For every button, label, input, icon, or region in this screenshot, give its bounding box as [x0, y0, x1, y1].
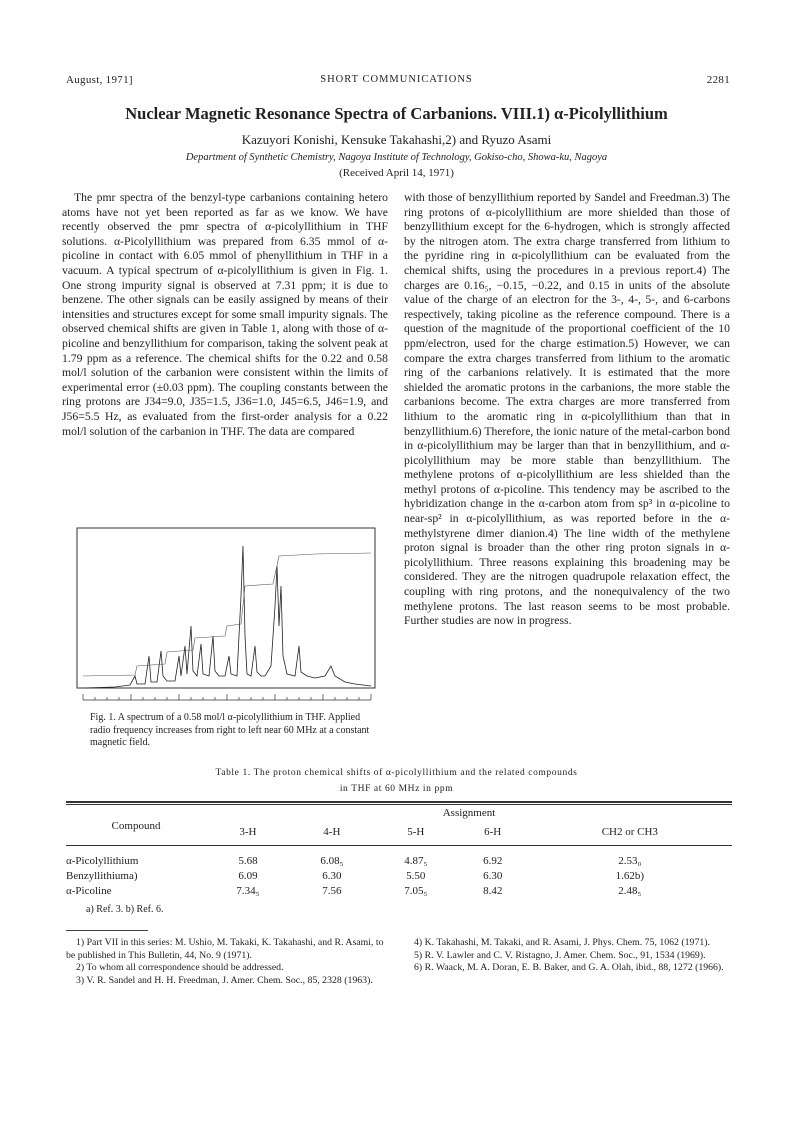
- table-col-header: 6-H: [484, 825, 502, 838]
- body-paragraph: The pmr spectra of the benzyl-type carbanions containing hetero atoms have not yet been reported as far as we know. We have recently observed the pmr spectra of α-picolyllithium in THF solutions. α-Picolyllithium was prepared from 6.35 mmol of α-picoline in contact with 6.05 mmol of phenyllithium in THF in a vacuum. A typical spectrum of α-picolyllithium is given in Fig. 1. One strong impurity signal is observed at 7.31 ppm; it is due to benzene. The other signals can be easily assigned by means of their intensities and structures except for some small impurity signals. The observed chemical shifts are given in Table 1, along with those of α-picoline and benzyllithium for comparison, taking the solvent peak at 1.79 ppm as a reference. The chemical shifts for the 0.22 and 0.58 mol/l solution of the carbanion were consistent within the limits of experimental error (±0.03 ppm). The coupling constants between the ring protons are J34=9.0, J35=1.5, J36=1.0, J45=6.5, J46=1.9, and J56=5.5 Hz, as evaluated from the first-order analysis for a 0.22 mol/l solution of the carbanion in THF. The data are compared: [62, 191, 388, 438]
- chemical-shift-table: [66, 801, 732, 915]
- table-cell: 6.30: [483, 869, 503, 882]
- footnotes-right: [404, 937, 730, 975]
- spectrum-trace: [83, 546, 371, 688]
- table-caption-continued: in THF at 60 MHz in ppm: [339, 784, 454, 794]
- running-header-section: SHORT COMMUNICATIONS: [320, 74, 473, 85]
- table-col-header: 5-H: [407, 825, 425, 838]
- footnotes-left: [66, 937, 388, 987]
- table-cell: 5.68: [238, 854, 258, 867]
- table-cell: 7.05₅: [404, 884, 428, 897]
- footnote: 4) K. Takahashi, M. Takaki, and R. Asami, J. Phys. Chem. 75, 1062 (1971).: [414, 937, 710, 948]
- table-cell: 8.42: [483, 884, 503, 897]
- table-caption: Table 1. The proton chemical shifts of α-picolyllithium and the related compounds: [215, 768, 578, 778]
- table-col-header: 3-H: [239, 825, 257, 838]
- table-cell: 1.62b): [615, 869, 645, 882]
- table-cell-compound: α-Picoline: [66, 884, 112, 897]
- footnote: 6) R. Waack, M. A. Doran, E. B. Baker, and G. A. Olah, ibid., 88, 1272 (1966).: [414, 962, 724, 973]
- footnote: 2) To whom all correspondence should be addressed.: [76, 962, 284, 973]
- table-header-compound: Compound: [111, 819, 161, 832]
- table-cell: 2.48₅: [618, 884, 642, 897]
- table-notes: a) Ref. 3. b) Ref. 6.: [86, 904, 164, 915]
- table-cell: 6.08₅: [320, 854, 344, 867]
- body-column-left: [62, 191, 388, 439]
- table-cell: 2.53₀: [618, 854, 642, 867]
- table-cell: 6.30: [322, 869, 342, 882]
- footnote: 5) R. V. Lawler and C. V. Ristagno, J. Amer. Chem. Soc., 91, 1534 (1969).: [414, 949, 706, 961]
- article-affiliation: Department of Synthetic Chemistry, Nagoya Institute of Technology, Gokiso-cho, Showa-ku, Nagoya: [185, 152, 608, 163]
- article-authors: Kazuyori Konishi, Kensuke Takahashi,2) and Ryuzo Asami: [241, 132, 552, 147]
- table-cell: 6.92: [483, 854, 503, 867]
- table-col-header: CH2 or CH3: [601, 825, 658, 838]
- table-cell: 6.09: [238, 869, 258, 882]
- table-row: [66, 853, 732, 868]
- article-title: Nuclear Magnetic Resonance Spectra of Carbanions. VIII.1) α-Picolyllithium: [125, 104, 668, 123]
- footnote-rule: [66, 930, 148, 931]
- footnote: 3) V. R. Sandel and H. H. Freedman, J. Amer. Chem. Soc., 85, 2328 (1963).: [76, 974, 373, 986]
- received-date: (Received April 14, 1971): [339, 167, 454, 179]
- nmr-spectrum-figure: [75, 526, 377, 710]
- table-row: [66, 883, 732, 898]
- page-number: 2281: [706, 74, 730, 86]
- table-row: [66, 868, 732, 883]
- table-cell-compound: α-Picolyllithium: [66, 854, 139, 867]
- table-cell: 7.34₅: [236, 884, 260, 897]
- table-cell-compound: Benzyllithiuma): [66, 869, 138, 882]
- nmr-spectrum-plot: [75, 526, 377, 710]
- spectrum-frame: [77, 528, 375, 688]
- body-paragraph: with those of benzyllithium reported by Sandel and Freedman.3) The ring protons of α-picolyllithium are more shielded than those of benzyllithium except for the 6-hydrogen, which is strongly affected by the nitrogen atom. The extra charge transferred from lithium to the pyridine ring in α-picolyllithium can be evaluated from the chemical shifts, using the procedures in a previous report.4) The charges are 0.16₅, −0.15, −0.22, and 0.15 in units of the absolute value of the charge of an electron for the 3-, 4-, 5-, and 6-carbons respectively, taking picoline as the reference compound. There is a question of the magnitude of the proportional coefficient of the 10 ppm/electron, used for the charge estimation.5) However, we can compare the extra charges transferred from lithium to the aromatic ring of the carbanions relatively. It is estimated that the more shielded the aromatic protons in the carbanions, the more stable the carbanions become. The extra charges are more transferred from lithium to the aromatic ring in α-picolyllithium than that in benzyllithium.6) Therefore, the ionic nature of the metal-carbon bond in α-picolyllithium may be larger than that in benzyllithium, and α-picolyllithium may be more stable than benzyllithium. The methylene protons of α-picolyllithium are less shielded than the methyl protons of α-picoline. This tendency may be ascribed to the hybridization change in the α-carbon atom from sp³ in α-picoline to near-sp² in α-picolyllithium, as was reported before in the α-methylstyrene dimer dianion.4) The line width of the methylene proton signal is broader than the other ring proton signals in α-picolyllithium. Three reasons explaining this broadening may be considered. They are the nitrogen quadrupole relaxation effect, the coupling with ring protons, and the nonequivalency of the two methylene protons. The last reason seems to be most probable. Further studies are now in progress.: [404, 191, 730, 628]
- figure-caption: Fig. 1. A spectrum of a 0.58 mol/l α-picolyllithium in THF. Applied radio frequency increases from right to left near 60 MHz at a constant magnetic field.: [90, 712, 370, 748]
- spectrum-integral-trace: [83, 553, 371, 676]
- table-col-header: 4-H: [323, 825, 341, 838]
- table-cell: 5.50: [406, 869, 426, 882]
- body-column-right: [404, 191, 730, 629]
- running-header-date: August, 1971]: [66, 74, 133, 86]
- table-header-assignment: Assignment: [442, 807, 496, 819]
- table-cell: 4.87₅: [404, 854, 428, 867]
- footnote: 1) Part VII in this series: M. Ushio, M. Takaki, K. Takahashi, and R. Asami, to be published in This Bulletin, 44, No. 9 (1971).: [66, 937, 384, 961]
- spectrum-axis-ticks: [83, 694, 371, 700]
- table-cell: 7.56: [322, 884, 342, 897]
